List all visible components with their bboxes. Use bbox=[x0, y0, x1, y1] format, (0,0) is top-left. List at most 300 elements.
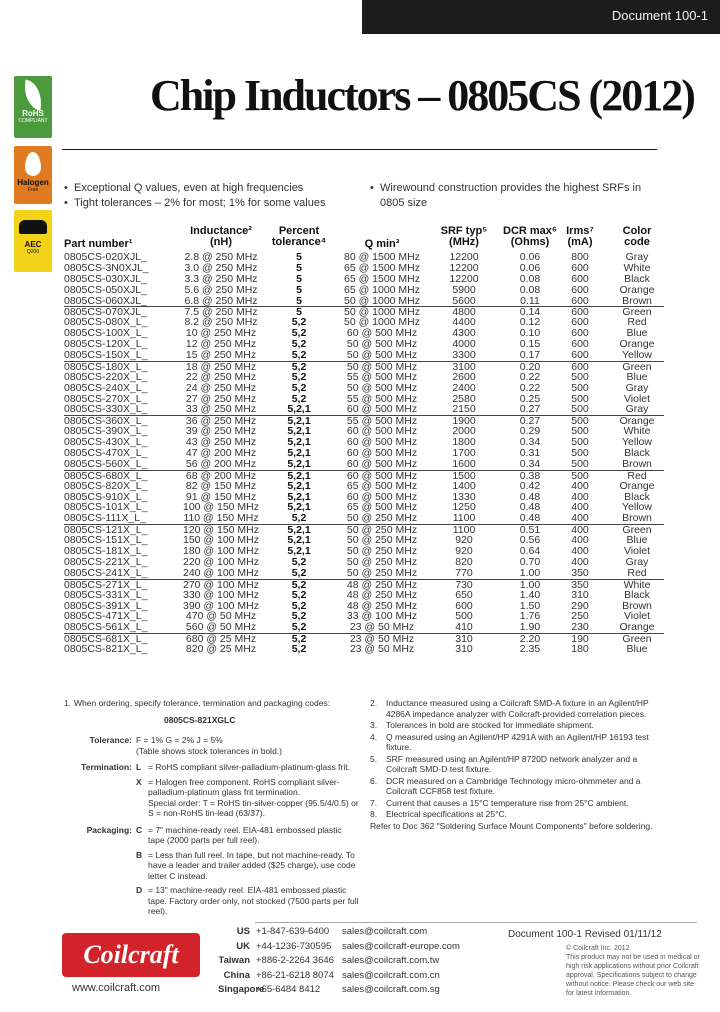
cell-dcr: 1.00 bbox=[519, 578, 541, 591]
cell-color: Red bbox=[627, 566, 647, 579]
cell-srf: 1500 bbox=[452, 469, 476, 482]
cell-srf: 2580 bbox=[452, 392, 476, 405]
packaging-d-text: = 13" machine-ready reel. EIA-481 embossed plastic tape. Factory order only, not stocked (7500 parts per full reel). bbox=[148, 885, 359, 916]
packaging-c-key: C bbox=[136, 824, 143, 835]
cell-ind: 27 @ 250 MHz bbox=[185, 392, 257, 405]
footnote-number: 7. bbox=[370, 797, 378, 808]
packaging-option-c bbox=[136, 825, 360, 846]
cell-part: 0805CS-471X_L_ bbox=[64, 610, 148, 623]
table-row bbox=[64, 459, 664, 470]
cell-dcr: 0.29 bbox=[519, 425, 541, 438]
cell-srf: 12200 bbox=[449, 272, 479, 285]
cell-srf: 5900 bbox=[452, 283, 476, 296]
cell-q: 50 @ 250 MHz bbox=[346, 555, 418, 568]
cell-part: 0805CS-121X_L_ bbox=[64, 524, 148, 537]
cell-srf: 1100 bbox=[452, 524, 476, 537]
cell-color: Orange bbox=[619, 479, 655, 492]
footnote-text: Current that causes a 15°C temperature rise from 25°C ambient. bbox=[386, 797, 629, 808]
cell-ind: 43 @ 250 MHz bbox=[185, 436, 257, 449]
header-tolerance bbox=[264, 226, 334, 248]
cell-ind: 6.8 @ 250 MHz bbox=[184, 294, 258, 307]
office-email[interactable]: sales@coilcraft.com.sg bbox=[342, 984, 440, 995]
cell-part: 0805CS-070XJL_ bbox=[64, 306, 147, 319]
cell-srf: 920 bbox=[455, 545, 473, 558]
table-row bbox=[64, 285, 664, 296]
cell-srf: 650 bbox=[455, 588, 473, 601]
cell-dcr: 0.48 bbox=[519, 512, 541, 525]
cell-srf: 770 bbox=[455, 566, 473, 579]
packaging-key: Packaging: bbox=[86, 824, 132, 835]
cell-dcr: 0.34 bbox=[519, 436, 541, 449]
cell-part: 0805CS-560X_L_ bbox=[64, 457, 148, 470]
cell-srf: 920 bbox=[455, 534, 473, 547]
cell-ind: 91 @ 150 MHz bbox=[185, 490, 257, 503]
office-row bbox=[218, 969, 508, 984]
cell-color: Violet bbox=[623, 610, 651, 623]
bullets-right bbox=[370, 181, 660, 211]
cell-q: 55 @ 500 MHz bbox=[346, 415, 418, 428]
footnote-number: 5. bbox=[370, 753, 378, 764]
cell-q: 65 @ 1500 MHz bbox=[343, 261, 421, 274]
cell-dcr: 0.48 bbox=[519, 490, 541, 503]
cell-irms: 400 bbox=[571, 545, 589, 558]
cell-part: 0805CS-120X_L_ bbox=[64, 338, 148, 351]
cell-srf: 410 bbox=[455, 621, 473, 634]
cell-tol: 5,2,1 bbox=[287, 403, 311, 416]
cell-dcr: 0.17 bbox=[519, 349, 541, 362]
cell-srf: 2000 bbox=[452, 425, 476, 438]
cell-dcr: 0.06 bbox=[519, 261, 541, 274]
cell-tol: 5,2,1 bbox=[287, 436, 311, 449]
cell-q: 80 @ 1500 MHz bbox=[343, 251, 421, 263]
cell-ind: 560 @ 50 MHz bbox=[185, 621, 257, 634]
cell-irms: 500 bbox=[571, 447, 589, 460]
office-email[interactable]: sales@coilcraft-europe.com bbox=[342, 940, 460, 952]
header-color-unit: code bbox=[624, 236, 650, 248]
cell-dcr: 0.27 bbox=[519, 415, 541, 428]
cell-q: 48 @ 250 MHz bbox=[346, 588, 418, 601]
cell-dcr: 2.35 bbox=[519, 643, 541, 656]
cell-ind: 12 @ 250 MHz bbox=[185, 338, 257, 351]
cell-srf: 730 bbox=[455, 578, 473, 591]
cell-part: 0805CS-330X_L_ bbox=[64, 403, 148, 416]
footnote bbox=[370, 776, 664, 797]
cell-q: 50 @ 1000 MHz bbox=[343, 316, 421, 329]
footnote bbox=[370, 698, 664, 719]
cell-part: 0805CS-360X_L_ bbox=[64, 415, 148, 428]
footer-fine-print bbox=[566, 944, 700, 998]
cell-tol: 5,2,1 bbox=[287, 469, 311, 482]
cell-srf: 1400 bbox=[452, 479, 476, 492]
cell-color: Brown bbox=[622, 599, 652, 612]
cell-tol: 5,2 bbox=[291, 555, 307, 568]
cell-tol: 5,2 bbox=[291, 633, 307, 646]
cell-srf: 310 bbox=[455, 643, 473, 656]
office-row bbox=[218, 983, 508, 998]
table-row bbox=[64, 590, 664, 601]
cell-irms: 500 bbox=[571, 392, 589, 405]
cell-q: 55 @ 500 MHz bbox=[346, 392, 418, 405]
rohs-label: RoHS bbox=[22, 109, 44, 118]
cell-ind: 680 @ 25 MHz bbox=[185, 633, 257, 646]
termination-x-key: X bbox=[136, 776, 142, 787]
cell-dcr: 0.48 bbox=[519, 501, 541, 514]
table-row bbox=[64, 383, 664, 394]
cell-color: Gray bbox=[625, 251, 649, 263]
cell-irms: 600 bbox=[571, 272, 589, 285]
cell-q: 65 @ 1000 MHz bbox=[343, 283, 421, 296]
cell-q: 60 @ 500 MHz bbox=[346, 469, 418, 482]
cell-color: Green bbox=[622, 633, 652, 646]
footnote bbox=[370, 732, 664, 753]
cell-q: 60 @ 500 MHz bbox=[346, 447, 418, 460]
table-row bbox=[64, 481, 664, 492]
cell-dcr: 0.22 bbox=[519, 370, 541, 383]
cell-ind: 2.8 @ 250 MHz bbox=[184, 251, 258, 263]
cell-dcr: 0.10 bbox=[519, 327, 541, 340]
footnotes-list bbox=[370, 698, 664, 820]
cell-srf: 4300 bbox=[452, 327, 476, 340]
packaging-definition bbox=[64, 825, 360, 917]
cell-dcr: 0.15 bbox=[519, 338, 541, 351]
cell-irms: 600 bbox=[571, 360, 589, 373]
cell-ind: 150 @ 100 MHz bbox=[182, 534, 260, 547]
cell-irms: 600 bbox=[571, 294, 589, 307]
cell-tol: 5,2 bbox=[291, 610, 307, 623]
cell-part: 0805CS-680X_L_ bbox=[64, 469, 148, 482]
cell-ind: 82 @ 150 MHz bbox=[185, 479, 257, 492]
termination-option-x bbox=[136, 777, 360, 798]
cell-ind: 18 @ 250 MHz bbox=[185, 360, 257, 373]
cell-q: 48 @ 250 MHz bbox=[346, 578, 418, 591]
cell-srf: 600 bbox=[455, 599, 473, 612]
termination-l-key: L bbox=[136, 762, 142, 772]
footnote bbox=[370, 754, 664, 775]
header-irms bbox=[558, 226, 602, 248]
cell-ind: 240 @ 100 MHz bbox=[182, 566, 260, 579]
cell-irms: 500 bbox=[571, 370, 589, 383]
cell-irms: 250 bbox=[571, 610, 589, 623]
halogen-free-badge bbox=[14, 146, 52, 204]
cell-srf: 1250 bbox=[452, 501, 476, 514]
header-part-number: Part number¹ bbox=[64, 238, 133, 250]
cell-ind: 10 @ 250 MHz bbox=[185, 327, 257, 340]
cell-ind: 270 @ 100 MHz bbox=[182, 578, 260, 591]
cell-part: 0805CS-561X_L_ bbox=[64, 621, 148, 634]
cell-irms: 400 bbox=[571, 555, 589, 568]
soldering-reference: Refer to Doc 362 "Soldering Surface Mount Components" before soldering. bbox=[370, 820, 653, 831]
cell-dcr: 0.22 bbox=[519, 381, 541, 394]
cell-tol: 5,2 bbox=[291, 643, 307, 656]
cell-part: 0805CS-3N0XJL_ bbox=[64, 261, 149, 274]
cell-q: 50 @ 500 MHz bbox=[346, 349, 418, 362]
cell-tol: 5 bbox=[296, 306, 302, 319]
header-srf-unit: (MHz) bbox=[449, 236, 479, 248]
bullets-left bbox=[64, 181, 364, 211]
table-row bbox=[64, 513, 664, 524]
cell-q: 50 @ 250 MHz bbox=[346, 512, 418, 525]
header-dcr bbox=[496, 226, 564, 248]
tolerance-key: Tolerance: bbox=[89, 735, 132, 745]
coilcraft-logo: Coilcraft bbox=[62, 933, 200, 977]
cell-dcr: 1.50 bbox=[519, 599, 541, 612]
cell-srf: 1700 bbox=[452, 447, 476, 460]
footnote bbox=[370, 798, 664, 809]
cell-q: 23 @ 50 MHz bbox=[349, 643, 415, 656]
cell-color: Black bbox=[624, 490, 650, 503]
cell-tol: 5,2,1 bbox=[287, 447, 311, 460]
cell-tol: 5,2 bbox=[291, 360, 307, 373]
aec-label: AEC bbox=[24, 240, 42, 249]
cell-irms: 400 bbox=[571, 490, 589, 503]
cell-dcr: 0.25 bbox=[519, 392, 541, 405]
cell-color: White bbox=[623, 261, 651, 274]
cell-tol: 5,2,1 bbox=[287, 415, 311, 428]
footnote-text: DCR measured on a Cambridge Technology micro-ohmmeter and a Coilcraft CCF858 test fixture. bbox=[386, 775, 641, 796]
cell-q: 48 @ 250 MHz bbox=[346, 599, 418, 612]
note-1 bbox=[64, 698, 360, 709]
document-number: Document 100-1 bbox=[611, 8, 708, 23]
cell-srf: 3300 bbox=[452, 349, 476, 362]
cell-irms: 290 bbox=[571, 599, 589, 612]
cell-dcr: 0.11 bbox=[520, 294, 540, 307]
table-row bbox=[64, 404, 664, 415]
cell-part: 0805CS-050XJL_ bbox=[64, 283, 147, 296]
office-email[interactable]: sales@coilcraft.com.tw bbox=[342, 955, 440, 966]
cell-color: Yellow bbox=[622, 349, 652, 362]
packaging-option-b bbox=[136, 850, 360, 882]
termination-l-text: = RoHS compliant silver-palladium-platinum-glass frit. bbox=[148, 762, 350, 772]
office-code: Taiwan bbox=[218, 955, 250, 966]
cell-color: Gray bbox=[625, 381, 649, 394]
footer-divider bbox=[255, 922, 697, 923]
cell-color: Orange bbox=[619, 283, 655, 296]
header-color-code bbox=[610, 226, 664, 248]
notes-left-column bbox=[64, 698, 360, 918]
code-example: 0805CS-821XGLC bbox=[164, 714, 236, 725]
cell-irms: 400 bbox=[571, 512, 589, 525]
cell-tol: 5,2 bbox=[291, 327, 307, 340]
cell-irms: 600 bbox=[571, 349, 589, 362]
cell-part: 0805CS-101X_L_ bbox=[64, 501, 148, 514]
header-inductance-unit: (nH) bbox=[210, 236, 232, 248]
cell-irms: 500 bbox=[571, 469, 589, 482]
cell-irms: 350 bbox=[571, 578, 589, 591]
cell-dcr: 1.90 bbox=[519, 621, 541, 634]
office-code: Singapore bbox=[218, 984, 265, 995]
halogen-label: Halogen bbox=[17, 178, 49, 187]
cell-color: Black bbox=[624, 588, 650, 601]
cell-tol: 5,2 bbox=[291, 349, 307, 362]
office-email[interactable]: sales@coilcraft.com bbox=[342, 926, 428, 937]
cell-q: 50 @ 500 MHz bbox=[346, 360, 418, 373]
cell-irms: 400 bbox=[571, 524, 589, 537]
aec-sub: Q200 bbox=[26, 249, 40, 255]
cell-tol: 5,2 bbox=[291, 588, 307, 601]
cell-tol: 5,2 bbox=[291, 381, 307, 394]
cell-color: Gray bbox=[625, 403, 649, 416]
cell-dcr: 0.27 bbox=[519, 403, 541, 416]
cell-color: Brown bbox=[622, 457, 652, 470]
cell-q: 55 @ 500 MHz bbox=[346, 370, 418, 383]
cell-part: 0805CS-220X_L_ bbox=[64, 370, 148, 383]
cell-tol: 5,2,1 bbox=[287, 524, 311, 537]
cell-dcr: 0.42 bbox=[519, 479, 541, 492]
cell-ind: 820 @ 25 MHz bbox=[185, 643, 257, 656]
cell-part: 0805CS-111X_L_ bbox=[64, 512, 146, 525]
cell-color: Red bbox=[627, 316, 647, 329]
footnote-text: Electrical specifications at 25°C. bbox=[386, 809, 508, 819]
cell-dcr: 0.31 bbox=[519, 447, 541, 460]
office-email[interactable]: sales@coilcraft.com.cn bbox=[342, 969, 440, 981]
cell-q: 50 @ 500 MHz bbox=[346, 381, 418, 394]
cell-ind: 22 @ 250 MHz bbox=[185, 370, 257, 383]
cell-color: Yellow bbox=[622, 501, 652, 514]
cell-q: 50 @ 250 MHz bbox=[346, 534, 418, 547]
cell-color: Brown bbox=[622, 512, 652, 525]
office-phone: +65-6484 8412 bbox=[256, 984, 321, 995]
cell-dcr: 2.20 bbox=[519, 633, 541, 646]
cell-q: 65 @ 500 MHz bbox=[346, 479, 418, 492]
cell-q: 65 @ 500 MHz bbox=[346, 501, 418, 514]
office-phone: +44-1236-730595 bbox=[256, 940, 332, 952]
termination-key: Termination: bbox=[81, 762, 132, 772]
cell-dcr: 1.76 bbox=[519, 610, 541, 623]
cell-irms: 600 bbox=[571, 283, 589, 296]
tolerance-body bbox=[136, 735, 360, 756]
cell-tol: 5 bbox=[296, 294, 302, 307]
office-phone: +86-21-6218 8074 bbox=[256, 969, 334, 981]
cell-tol: 5 bbox=[296, 251, 302, 263]
cell-part: 0805CS-150X_L_ bbox=[64, 349, 148, 362]
cell-q: 60 @ 500 MHz bbox=[346, 457, 418, 470]
bullet-item: • Exceptional Q values, even at high frequencies bbox=[64, 181, 364, 196]
leaf-icon bbox=[21, 79, 46, 110]
cell-color: Black bbox=[624, 272, 650, 285]
cell-ind: 56 @ 200 MHz bbox=[185, 457, 257, 470]
cell-color: Orange bbox=[619, 415, 655, 428]
cell-part: 0805CS-391X_L_ bbox=[64, 599, 148, 612]
footer-document-revision: Document 100-1 Revised 01/11/12 bbox=[508, 929, 662, 940]
cell-part: 0805CS-151X_L_ bbox=[64, 534, 148, 547]
header-tolerance-unit: tolerance⁴ bbox=[271, 236, 327, 248]
cell-dcr: 1.00 bbox=[519, 566, 541, 579]
cell-irms: 800 bbox=[571, 251, 589, 263]
office-code: UK bbox=[236, 940, 250, 952]
cell-srf: 1600 bbox=[452, 457, 476, 470]
cell-srf: 12200 bbox=[449, 261, 479, 274]
cell-tol: 5,2,1 bbox=[287, 545, 311, 558]
cell-tol: 5,2,1 bbox=[287, 457, 311, 470]
cell-ind: 470 @ 50 MHz bbox=[185, 610, 257, 623]
cell-tol: 5,2 bbox=[291, 599, 307, 612]
table-row bbox=[64, 579, 664, 590]
cell-ind: 33 @ 250 MHz bbox=[185, 403, 257, 416]
cell-srf: 500 bbox=[455, 610, 473, 623]
cell-color: Yellow bbox=[622, 436, 652, 449]
cell-q: 60 @ 500 MHz bbox=[346, 490, 418, 503]
cell-part: 0805CS-100X_L_ bbox=[64, 327, 148, 340]
header-color-label: Color bbox=[622, 225, 652, 237]
footnote-text: Q measured using an Agilent/HP 4291A with an Agilent/HP 16193 test fixture. bbox=[386, 731, 649, 752]
cell-irms: 600 bbox=[571, 306, 589, 319]
cell-q: 50 @ 1000 MHz bbox=[343, 306, 421, 319]
cell-part: 0805CS-331X_L_ bbox=[64, 588, 148, 601]
cell-ind: 220 @ 100 MHz bbox=[182, 555, 260, 568]
car-icon bbox=[19, 220, 47, 234]
document-header-bar bbox=[362, 0, 720, 34]
header-srf-label: SRF typ⁵ bbox=[440, 225, 488, 237]
header-inductance-label: Inductance² bbox=[190, 225, 252, 237]
tolerance-codes: F = 1% G = 2% J = 5% bbox=[136, 735, 223, 745]
cell-irms: 600 bbox=[571, 261, 589, 274]
cell-part: 0805CS-390X_L_ bbox=[64, 425, 148, 438]
cell-color: Orange bbox=[619, 621, 655, 634]
cell-q: 65 @ 1500 MHz bbox=[343, 272, 421, 285]
cell-tol: 5,2,1 bbox=[287, 490, 311, 503]
cell-color: Green bbox=[622, 524, 652, 537]
rohs-badge bbox=[14, 76, 52, 138]
table-row bbox=[64, 622, 664, 633]
cell-tol: 5,2 bbox=[291, 316, 307, 329]
cell-ind: 330 @ 100 MHz bbox=[182, 588, 260, 601]
packaging-c-text: = 7" machine-ready reel. EIA-481 embossed plastic tape (2000 parts per full reel). bbox=[148, 824, 342, 845]
cell-ind: 3.0 @ 250 MHz bbox=[184, 261, 258, 274]
header-tolerance-label: Percent bbox=[278, 225, 320, 237]
table-body bbox=[64, 252, 664, 655]
footnote-number: 6. bbox=[370, 775, 378, 786]
cell-irms: 400 bbox=[571, 501, 589, 514]
cell-dcr: 0.56 bbox=[519, 534, 541, 547]
cell-tol: 5,2 bbox=[291, 370, 307, 383]
footnote-number: 4. bbox=[370, 731, 378, 742]
packaging-body bbox=[136, 825, 360, 917]
office-row bbox=[218, 954, 508, 969]
cell-irms: 600 bbox=[571, 327, 589, 340]
termination-x-text: = Halogen free component. RoHS compliant silver-palladium-platinum glass frit termination. bbox=[148, 776, 340, 797]
website-link[interactable]: www.coilcraft.com bbox=[72, 982, 161, 994]
cell-tol: 5,2 bbox=[291, 578, 307, 591]
cell-part: 0805CS-681X_L_ bbox=[64, 633, 148, 646]
cell-q: 33 @ 100 MHz bbox=[346, 610, 418, 623]
office-phone: +886-2-2264 3646 bbox=[256, 955, 334, 966]
cell-q: 50 @ 250 MHz bbox=[346, 524, 418, 537]
cell-srf: 310 bbox=[455, 633, 473, 646]
termination-body bbox=[136, 762, 360, 819]
cell-q: 60 @ 500 MHz bbox=[346, 425, 418, 438]
cell-color: Violet bbox=[623, 545, 651, 558]
bullet-item: • Tight tolerances – 2% for most; 1% for some values bbox=[64, 196, 364, 211]
cell-part: 0805CS-821X_L_ bbox=[64, 643, 148, 656]
cell-dcr: 0.34 bbox=[519, 457, 541, 470]
cell-ind: 68 @ 200 MHz bbox=[185, 469, 257, 482]
notes-right-column bbox=[370, 698, 664, 831]
cell-srf: 4000 bbox=[452, 338, 476, 351]
cell-tol: 5,2 bbox=[291, 338, 307, 351]
cell-irms: 500 bbox=[571, 403, 589, 416]
cell-dcr: 0.20 bbox=[519, 360, 541, 373]
cell-part: 0805CS-030XJL_ bbox=[64, 272, 147, 285]
cell-tol: 5,2 bbox=[291, 512, 307, 525]
footnote bbox=[370, 720, 664, 731]
cell-ind: 8.2 @ 250 MHz bbox=[184, 316, 258, 329]
cell-part: 0805CS-430X_L_ bbox=[64, 436, 148, 449]
cell-part: 0805CS-020XJL_ bbox=[64, 251, 147, 263]
cell-irms: 350 bbox=[571, 566, 589, 579]
cell-part: 0805CS-910X_L_ bbox=[64, 490, 148, 503]
cell-part: 0805CS-240X_L_ bbox=[64, 381, 148, 394]
cell-color: Blue bbox=[626, 327, 648, 340]
